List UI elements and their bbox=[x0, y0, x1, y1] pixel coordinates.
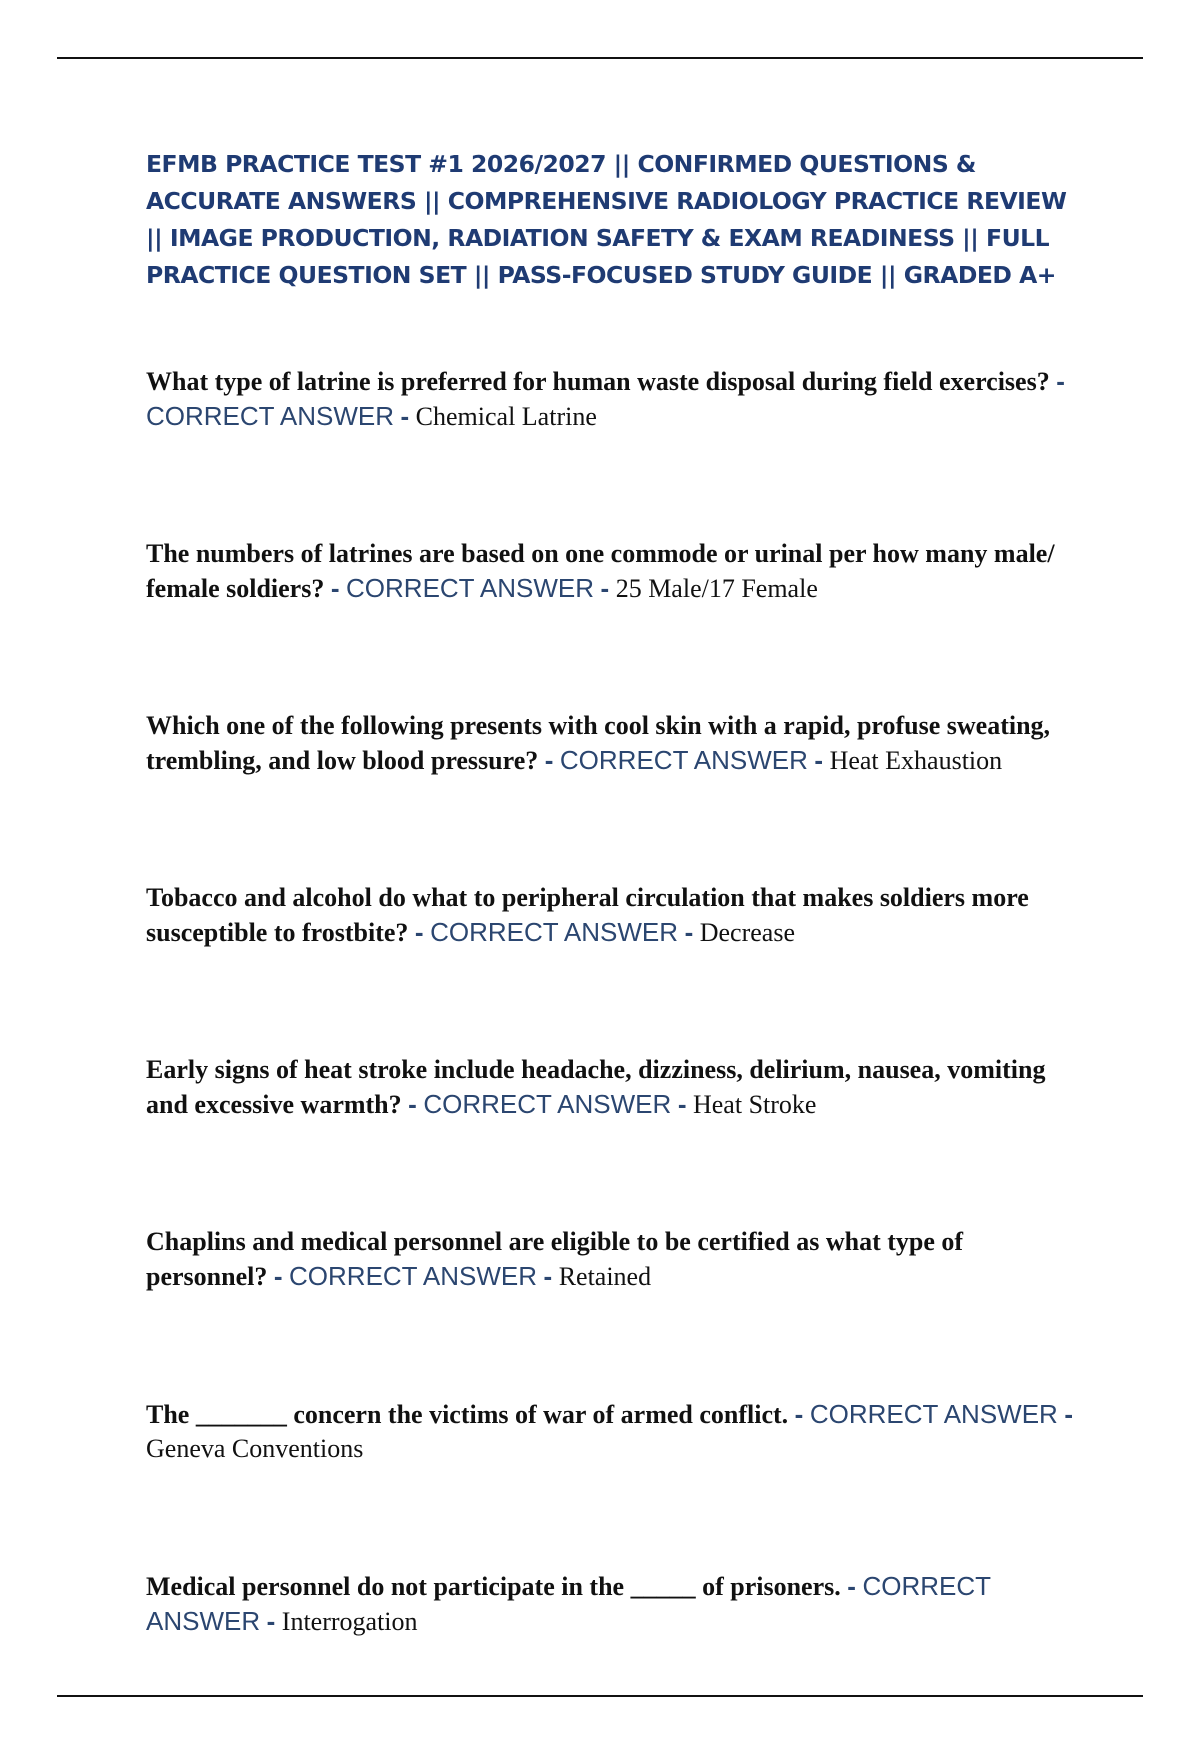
question-text: The _______ concern the victims of war of armed conflict. bbox=[146, 1400, 789, 1429]
bottom-rule bbox=[57, 1695, 1143, 1697]
question-text: Chaplins and medical personnel are eligible to be certified as what type of personnel? bbox=[146, 1227, 964, 1291]
separator: - bbox=[414, 917, 424, 947]
separator: - bbox=[330, 573, 340, 603]
correct-answer-label: CORRECT ANSWER bbox=[346, 573, 595, 603]
separator: - bbox=[794, 1399, 804, 1429]
document-title: EFMB PRACTICE TEST #1 2026/2027 || CONFIRMED QUESTIONS & ACCURATE ANSWERS || COMPREHENSIVE RADIOLOGY PRACTICE REVIEW || IMAGE PRODUCTION, RADIATION SAFETY & EXAM READINESS || FULL PRACTICE QUESTION SET || PASS-FOCUSED STUDY GUIDE || GRADED A+ bbox=[146, 150, 1067, 289]
separator: - bbox=[273, 1261, 283, 1291]
correct-answer-label: CORRECT ANSWER bbox=[559, 745, 808, 775]
separator: - bbox=[684, 917, 694, 947]
qa-item-5 bbox=[146, 1053, 1086, 1122]
question-text: Tobacco and alcohol do what to peripheral circulation that makes soldiers more susceptible to frostbite? bbox=[146, 883, 1029, 947]
qa-item-8 bbox=[146, 1569, 1086, 1639]
separator: - bbox=[544, 745, 554, 775]
answer-text: Decrease bbox=[699, 918, 795, 947]
correct-answer-label: CORRECT ANSWER bbox=[430, 917, 679, 947]
qa-item-4 bbox=[146, 881, 1086, 950]
answer-text: Retained bbox=[558, 1262, 652, 1291]
correct-answer-label: CORRECT ANSWER bbox=[289, 1261, 538, 1291]
answer-text: 25 Male/17 Female bbox=[615, 574, 818, 603]
correct-answer-label: CORRECT ANSWER bbox=[146, 401, 394, 431]
qa-item-6 bbox=[146, 1225, 1086, 1294]
answer-text: Heat Exhaustion bbox=[829, 746, 1003, 775]
qa-item-1 bbox=[146, 364, 1086, 434]
separator: - bbox=[847, 1571, 856, 1601]
top-rule bbox=[57, 57, 1143, 59]
separator: - bbox=[600, 573, 610, 603]
answer-text: Heat Stroke bbox=[692, 1090, 817, 1119]
document-body bbox=[146, 146, 1086, 1742]
answer-text: Interrogation bbox=[281, 1607, 418, 1636]
separator: - bbox=[1056, 366, 1065, 396]
question-text: Which one of the following presents with cool skin with a rapid, profuse sweating, trembling, and low blood pressure? bbox=[146, 711, 1051, 775]
answer-text: Geneva Conventions bbox=[146, 1434, 364, 1463]
correct-answer-label: CORRECT ANSWER bbox=[423, 1089, 672, 1119]
question-text: Medical personnel do not participate in the _____ of prisoners. bbox=[146, 1572, 841, 1601]
separator: - bbox=[814, 745, 824, 775]
correct-answer-label: CORRECT ANSWER bbox=[809, 1399, 1058, 1429]
separator: - bbox=[677, 1089, 687, 1119]
question-list bbox=[146, 364, 1086, 1639]
separator: - bbox=[266, 1606, 276, 1636]
separator: - bbox=[1064, 1399, 1074, 1429]
qa-item-2 bbox=[146, 537, 1086, 606]
answer-text: Chemical Latrine bbox=[415, 402, 597, 431]
separator: - bbox=[543, 1261, 553, 1291]
question-text: Early signs of heat stroke include headache, dizziness, delirium, nausea, vomiting and excessive warmth? bbox=[146, 1055, 1046, 1119]
question-text: What type of latrine is preferred for human waste disposal during field exercises? bbox=[146, 367, 1050, 396]
separator: - bbox=[408, 1089, 417, 1119]
separator: - bbox=[400, 401, 410, 431]
qa-item-3 bbox=[146, 709, 1086, 778]
qa-item-7 bbox=[146, 1397, 1086, 1466]
correct-answer-label: CORRECT ANSWER bbox=[146, 1571, 991, 1636]
question-text: The numbers of latrines are based on one commode or urinal per how many male/ female soldiers? bbox=[146, 539, 1055, 603]
